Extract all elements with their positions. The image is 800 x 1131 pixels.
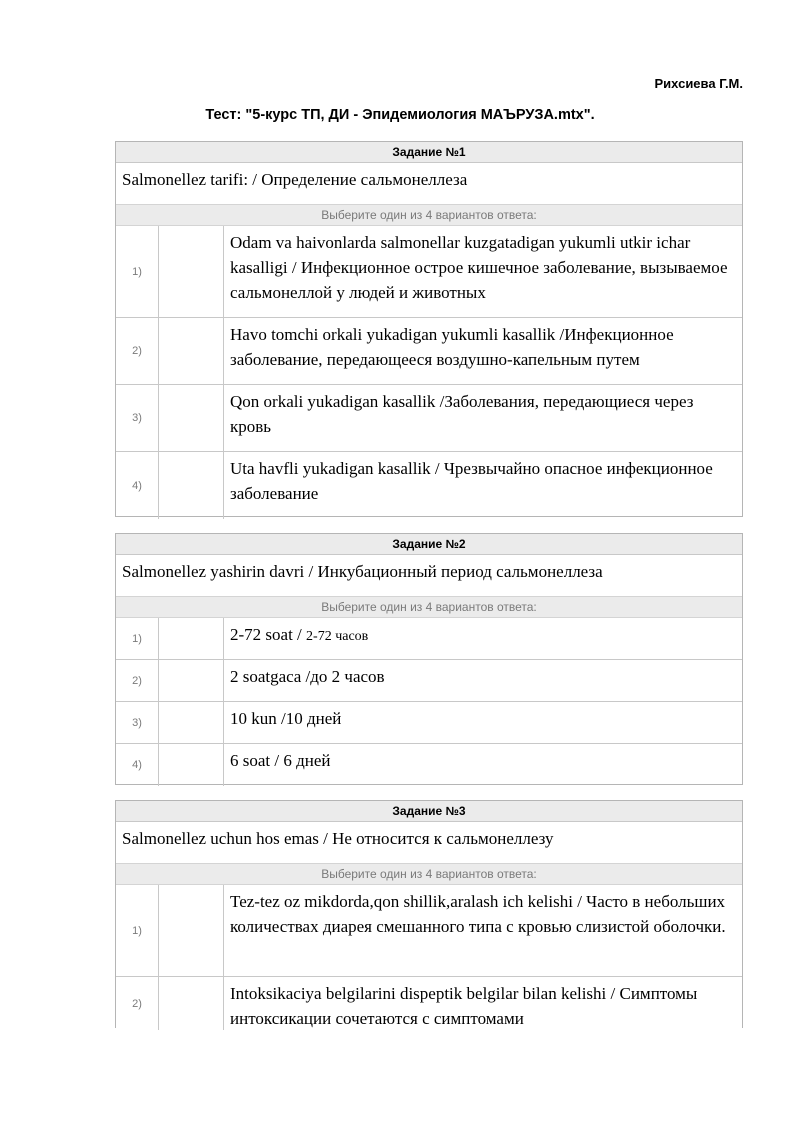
option-number: 4) [116,744,159,786]
option-text-main: 2-72 soat / [230,625,307,644]
option-answer-cell[interactable] [159,977,224,1030]
option-answer-cell[interactable] [159,660,224,701]
option-number: 2) [116,318,159,384]
question-text: Salmonellez uchun hos emas / Не относится к сальмонеллезу [122,829,554,848]
answer-option-1[interactable] [116,885,742,977]
answer-instruction: Выберите один из 4 вариантов ответа: [116,204,742,226]
option-answer-cell[interactable] [159,385,224,451]
task-header: Задание №3 [116,801,742,822]
option-answer-cell[interactable] [159,452,224,519]
answer-option-1[interactable] [116,618,742,660]
option-number: 1) [116,226,159,317]
option-text: Tez-tez oz mikdorda,qon shillik,aralash ich kelishi / Часто в небольших количествах диарея смешанного типа с кровью слизистой оболочки. [230,892,726,936]
task-card-3 [115,800,743,1028]
option-text: 10 kun /10 дней [230,709,342,728]
option-text: 2 soatgaca /до 2 часов [230,667,385,686]
option-number: 1) [116,885,159,976]
answer-option-4[interactable] [116,452,742,519]
option-text: Havo tomchi orkali yukadigan yukumli kasallik /Инфекционное заболевание, передающееся воздушно-капельным путем [230,325,674,369]
option-text: Uta havfli yukadigan kasallik / Чрезвычайно опасное инфекционное заболевание [230,459,713,503]
option-answer-cell[interactable] [159,885,224,976]
answer-option-2[interactable] [116,318,742,385]
answer-instruction: Выберите один из 4 вариантов ответа: [116,596,742,618]
option-text: Intoksikaciya belgilarini dispeptik belgilar bilan kelishi / Симптомы интоксикации сочетаются с симптомами [230,984,698,1028]
option-number: 3) [116,385,159,451]
task-header: Задание №1 [116,142,742,163]
answer-option-2[interactable] [116,660,742,702]
task-card-1 [115,141,743,517]
option-answer-cell[interactable] [159,744,224,786]
option-answer-cell[interactable] [159,702,224,743]
option-number: 1) [116,618,159,659]
option-number: 3) [116,702,159,743]
answer-option-3[interactable] [116,702,742,744]
option-answer-cell[interactable] [159,318,224,384]
option-number: 4) [116,452,159,519]
option-text: 6 soat / 6 дней [230,751,331,770]
option-text: Qon orkali yukadigan kasallik /Заболевания, передающиеся через кровь [230,392,694,436]
task-header: Задание №2 [116,534,742,555]
question-text: Salmonellez tarifi: / Определение сальмонеллеза [122,170,468,189]
answer-option-1[interactable] [116,226,742,318]
option-text [224,618,742,659]
author-name: Рихсиева Г.М. [654,76,743,91]
option-number: 2) [116,660,159,701]
task-card-2 [115,533,743,785]
option-answer-cell[interactable] [159,226,224,317]
question-text: Salmonellez yashirin davri / Инкубационный период сальмонеллеза [122,562,603,581]
answer-option-3[interactable] [116,385,742,452]
option-text-small: 2-72 часов [306,629,369,644]
option-text: Odam va haivonlarda salmonellar kuzgatadigan yukumli utkir ichar kasalligi / Инфекционное острое кишечное заболевание, вызываемое сальмонеллой у людей и животных [230,233,728,302]
option-answer-cell[interactable] [159,618,224,659]
document-title: Тест: "5-курс ТП, ДИ - Эпидемиология МАЪРУЗА.mtx". [205,107,595,123]
answer-option-2[interactable] [116,977,742,1030]
option-number: 2) [116,977,159,1030]
answer-option-4[interactable] [116,744,742,786]
answer-instruction: Выберите один из 4 вариантов ответа: [116,863,742,885]
